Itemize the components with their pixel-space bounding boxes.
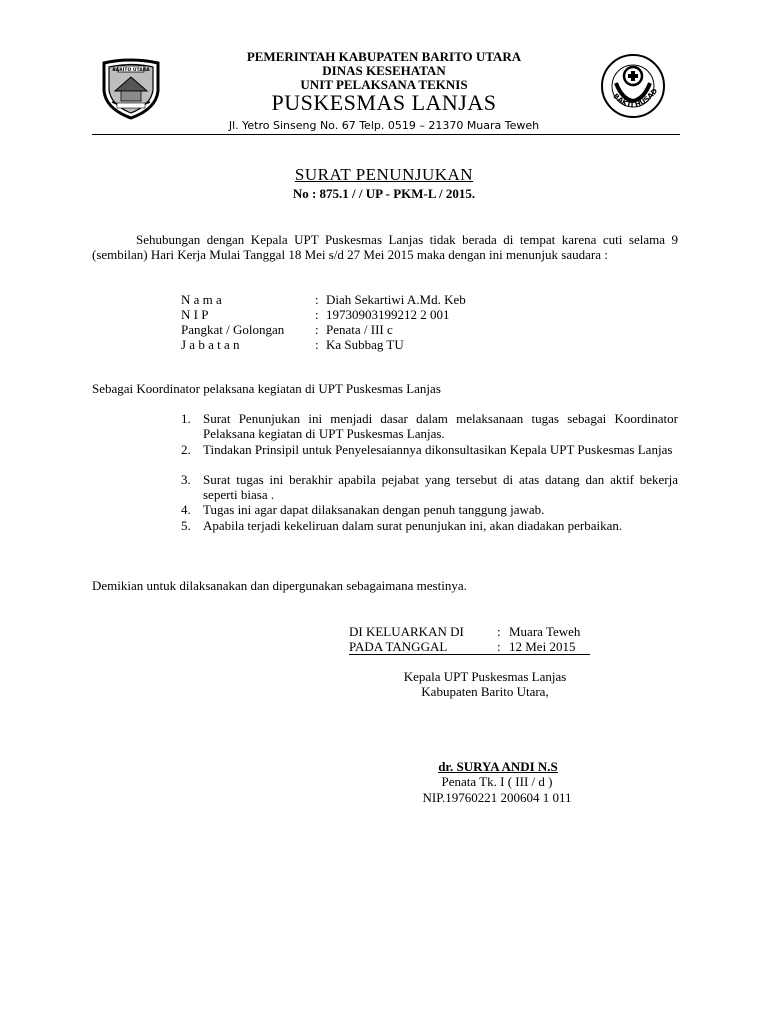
signatory-nip: NIP.19760221 200604 1 011 bbox=[422, 790, 572, 805]
signatory-rank: Penata Tk. I ( III / d ) bbox=[441, 774, 553, 789]
signature-position: Kepala UPT Puskesmas Lanjas bbox=[403, 669, 567, 684]
field-label-jabatan: J a b a t a n bbox=[181, 337, 240, 352]
list-item-text: Surat Penunjukan ini menjadi dasar dalam melaksanaan tugas sebagai Koordinator Pelaksana kegiatan di UPT Puskesmas Lanjas. bbox=[203, 411, 678, 441]
document-title: SURAT PENUNJUKAN bbox=[294, 165, 474, 184]
list-item-number: 5. bbox=[181, 518, 191, 533]
field-colon: : bbox=[315, 322, 319, 337]
letterhead-government: PEMERINTAH KABUPATEN BARITO UTARA bbox=[246, 49, 522, 64]
field-colon: : bbox=[315, 307, 319, 322]
list-item-text: Apabila terjadi kekeliruan dalam surat penunjukan ini, akan diadakan perbaikan. bbox=[203, 518, 623, 533]
field-value-pangkat: Penata / III c bbox=[326, 322, 393, 337]
field-value-jabatan: Ka Subbag TU bbox=[326, 337, 404, 352]
field-value-nama: Diah Sekartiwi A.Md. Keb bbox=[326, 292, 466, 307]
letterhead-divider bbox=[92, 134, 680, 135]
signature-region: Kabupaten Barito Utara, bbox=[421, 684, 549, 699]
issued-date-label: PADA TANGGAL bbox=[349, 639, 448, 654]
issued-place-colon: : bbox=[497, 624, 501, 639]
field-label-nama: N a m a bbox=[181, 292, 222, 307]
list-item-number: 3. bbox=[181, 472, 191, 487]
letterhead-department: DINAS KESEHATAN bbox=[322, 63, 446, 78]
letterhead-unit: UNIT PELAKSANA TEKNIS bbox=[300, 77, 468, 92]
issued-date-colon: : bbox=[497, 639, 501, 654]
issued-date-value: 12 Mei 2015 bbox=[509, 639, 576, 654]
document-number: No : 875.1 / / UP - PKM-L / 2015. bbox=[292, 186, 476, 201]
closing-statement: Demikian untuk dilaksanakan dan dipergunakan sebagaimana mestinya. bbox=[92, 578, 467, 593]
list-item-text: Tindakan Prinsipil untuk Penyelesaiannya dikonsultasikan Kepala UPT Puskesmas Lanjas bbox=[203, 442, 673, 457]
svg-text:BARITO UTARA: BARITO UTARA bbox=[112, 68, 150, 73]
koordinator-statement: Sebagai Koordinator pelaksana kegiatan di UPT Puskesmas Lanjas bbox=[92, 381, 441, 396]
field-colon: : bbox=[315, 337, 319, 352]
issued-place-label: DI KELUARKAN DI bbox=[349, 624, 464, 639]
svg-text:BAKTI HUSADA: BAKTI HUSAD bbox=[611, 87, 660, 110]
list-item-text: Surat tugas ini berakhir apabila pejabat yang tersebut di atas datang dan aktif bekerja seperti biasa . bbox=[203, 472, 678, 502]
field-colon: : bbox=[315, 292, 319, 307]
field-label-pangkat: Pangkat / Golongan bbox=[181, 322, 285, 337]
list-item-number: 1. bbox=[181, 411, 191, 426]
issued-place-value: Muara Teweh bbox=[509, 624, 581, 639]
letterhead-address: Jl. Yetro Sinseng No. 67 Telp. 0519 – 21370 Muara Teweh bbox=[228, 119, 540, 132]
list-item-text: Tugas ini agar dapat dilaksanakan dengan penuh tanggung jawab. bbox=[203, 502, 545, 517]
field-label-nip: N I P bbox=[181, 307, 209, 322]
issued-underline bbox=[349, 654, 590, 655]
list-item-number: 2. bbox=[181, 442, 191, 457]
signatory-name: dr. SURYA ANDI N.S bbox=[438, 759, 558, 774]
list-item-number: 4. bbox=[181, 502, 191, 517]
letterhead-puskesmas-name: PUSKESMAS LANJAS bbox=[271, 90, 497, 115]
intro-paragraph: Sehubungan dengan Kepala UPT Puskesmas Lanjas tidak berada di tempat karena cuti selama 9 (sembilan) Hari Kerja Mulai Tanggal 18 Mei s/d 27 Mei 2015 maka dengan ini menunjuk saudara : bbox=[92, 232, 678, 262]
field-value-nip: 19730903199212 2 001 bbox=[326, 307, 450, 322]
